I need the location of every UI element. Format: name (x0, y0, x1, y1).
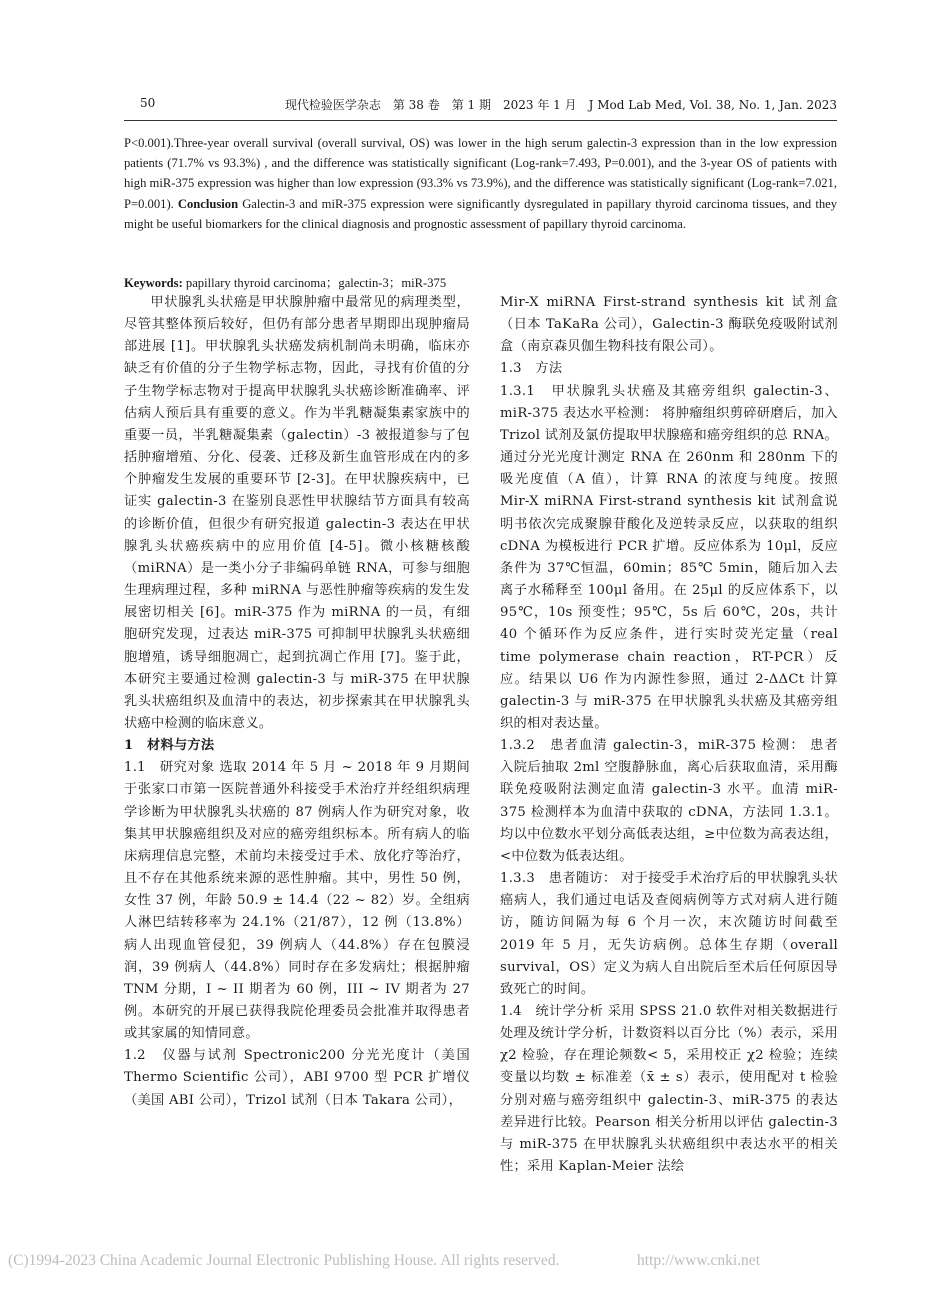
section-1-1 (124, 757, 470, 1045)
conclusion-label: Conclusion (177, 196, 239, 211)
english-abstract (124, 133, 837, 234)
journal-citation: 现代检验医学杂志 第 38 卷 第 1 期 2023 年 1 月 J Mod Lab Med, Vol. 38, No. 1, Jan. 2023 (284, 98, 837, 112)
introduction-paragraph: 甲状腺乳头状癌是甲状腺肿瘤中最常见的病理类型，尽管其整体预后较好，但仍有部分患者早期即出现肿瘤局部进展 [1]。甲状腺乳头状癌发病机制尚未明确，临床亦缺乏有价值的分子生物学标志物，因此，寻找有价值的分子生物学标志物对于提高甲状腺乳头状癌诊断准确率、评估病人预后具有重要的意义。作为半乳糖凝集素家族中的重要一员，半乳糖凝集素（galectin）-3 被报道参与了包括肿瘤增殖、分化、侵袭、迁移及新生血管形成在内的多个肿瘤发生发展的重要环节 [2-3]。在甲状腺疾病中，已证实 galectin-3 在鉴别良恶性甲状腺结节方面具有较高的诊断价值，但很少有研究报道 galectin-3 表达在甲状腺乳头状癌疾病中的应用价值 [4-5]。微小核糖核酸（miRNA）是一类小分子非编码单链 RNA，可参与细胞生理病理过程，多种 miRNA 与恶性肿瘤等疾病的发生发展密切相关 [6]。miR-375 作为 miRNA 的一员，有细胞研究发现，过表达 miR-375 可抑制甲状腺乳头状癌细胞增殖，诱导细胞凋亡，起到抗凋亡作用 [7]。鉴于此，本研究主要通过检测 galectin-3 与 miR-375 在甲状腺乳头状癌组织及血清中的表达，初步探索其在甲状腺乳头状癌中检测的临床意义。 (124, 295, 470, 731)
abstract-conclusion: Galectin-3 and miR-375 expression were significantly dysregulated in papillary thyroid carcinoma tissues, and they might be useful biomarkers for the clinical diagnosis and prognostic assessment of papillary thyroid carcinoma. (124, 196, 837, 231)
section-1-4 (500, 1001, 838, 1178)
abstract-results: P<0.001).Three-year overall survival (overall survival, OS) was lower in the high serum galectin-3 expression than in the low expression patients (71.7% vs 93.3%) , and the difference was statistically significant (Log-rank=7.493, P=0.001), and the 3-year OS of patients with high miR-375 expression was higher than low expression (93.3% vs 73.9%), and the difference was statistically significant (Log-rank=7.021, P=0.001). (124, 136, 837, 211)
copyright-text: (C)1994-2023 China Academic Journal Electronic Publishing House. All rights reserved. (8, 1252, 560, 1269)
section-1-4-text: 采用 SPSS 21.0 软件对相关数据进行处理及统计学分析，计数资料以百分比（%）表示，采用 χ2 检验，存在理论频数< 5，采用校正 χ2 检验；连续变量以均数 ± 标准差（x̄ ± s）表示，使用配对 t 检验分别对癌与癌旁组织中 galectin-3、miR-375 的表达差异进行比较。Pearson 相关分析用以评估 galectin-3 与 miR-375 在甲状腺乳头状癌组织中表达水平的相关性；采用 Kaplan-Meier 法绘 (500, 1004, 838, 1175)
section-1-3-1-heading: 1.3.1 甲状腺乳头状癌及其癌旁组织 galectin-3、miR-375 表达水平检测： (500, 383, 838, 421)
left-column (124, 292, 470, 1112)
section-1-3-1-text: 将肿瘤组织剪碎研磨后，加入 Trizol 试剂及氯仿提取甲状腺癌和癌旁组织的总 RNA。通过分光光度计测定 RNA 在 260nm 和 280nm 下的吸光度值（A 值），计算 RNA 的浓度与纯度。按照 Mir-X miRNA First-strand synthesis kit 试剂盒说明书依次完成聚腺苷酸化及逆转录反应，以获取的组织 cDNA 为模板进行 PCR 扩增。反应体系为 10μl，反应条件为 37℃恒温，60min；85℃ 5min，随后加入去离子水稀释至 100μl 备用。在 25μl 的反应体系下，以 95℃，10s 预变性；95℃，5s 后 60℃，20s，共计 40 个循环作为反应条件，进行实时荧光定量（real time polymerase chain reaction，RT-PCR）反应。结果以 U6 作为内源性参照，通过 2-ΔΔCt 计算 galectin-3 与 miR-375 在甲状腺乳头状癌及其癌旁组织的相对表达量。 (500, 405, 838, 731)
section-1-3-1 (500, 381, 838, 736)
section-1-heading: 1 材料与方法 (124, 738, 215, 754)
section-1-3-3-heading: 1.3.3 患者随访： (500, 871, 617, 887)
running-header (124, 96, 837, 121)
section-1-2-heading: 1.2 仪器与试剂 (124, 1048, 238, 1064)
section-1-2 (124, 1045, 470, 1111)
section-1-3-2 (500, 735, 838, 868)
section-1-3-heading: 1.3 方法 (500, 361, 563, 377)
keywords-label: Keywords: (124, 276, 183, 290)
keywords-list: papillary thyroid carcinoma；galectin-3；miR-375 (185, 276, 447, 290)
right-column (500, 292, 838, 1178)
keywords (124, 274, 837, 292)
section-1-3-3 (500, 868, 838, 1001)
page-number: 50 (140, 96, 156, 110)
section-1-3-2-heading: 1.3.2 患者血清 galectin-3，miR-375 检测： (500, 738, 805, 754)
section-1-3-2-text: 患者入院后抽取 2ml 空腹静脉血，离心后获取血清，采用酶联免疫吸附法测定血清 galectin-3 水平。血清 miR-375 检测样本为血清中获取的 cDNA，方法同 1.3.1。均以中位数水平划分高低表达组，≥中位数为高表达组，<中位数为低表达组。 (500, 738, 838, 864)
section-1-1-text: 选取 2014 年 5 月 ~ 2018 年 9 月期间于张家口市第一医院普通外科接受手术治疗并经组织病理学诊断为甲状腺乳头状癌的 87 例病人作为研究对象，收集其甲状腺癌组织及对应的癌旁组织标本。所有病人的临床病理信息完整，术前均未接受过手术、放化疗等治疗，且不存在其他系统来源的恶性肿瘤。其中，男性 50 例，女性 37 例，年龄 50.9 ± 14.4（22 ~ 82）岁。全组病人淋巴结转移率为 24.1%（21/87），12 例（13.8%）病人出现血管侵犯，39 例病人（44.8%）存在包膜浸润，39 例病人（44.8%）同时存在多发病灶；根据肿瘤 TNM 分期，I ~ II 期者为 60 例，III ~ IV 期者为 27 例。本研究的开展已获得我院伦理委员会批准并取得患者或其家属的知情同意。 (124, 760, 471, 1042)
cnki-link[interactable]: http://www.cnki.net (637, 1252, 760, 1269)
section-1-3-3-text: 对于接受手术治疗后的甲状腺乳头状癌病人，我们通过电话及查阅病例等方式对病人进行随访，随访间隔为每 6 个月一次，末次随访时间截至 2019 年 5 月，无失访病例。总体生存期（overall survival，OS）定义为病人自出院后至术后任何原因导致死亡的时间。 (500, 871, 838, 997)
section-1-2-text: Spectronic200 分光光度计（美国 Thermo Scientific 公司），ABI 9700 型 PCR 扩增仪（美国 ABI 公司），Trizol 试剂（日本 Takara 公司）， (124, 1048, 470, 1108)
abstract-text (124, 133, 837, 234)
section-1-2-continued: Mir-X miRNA First-strand synthesis kit 试剂盒（日本 TaKaRa 公司），Galectin-3 酶联免疫吸附试剂盒（南京森贝伽生物科技有限公司）。 (500, 295, 838, 355)
section-1-4-heading: 1.4 统计学分析 (500, 1004, 604, 1019)
section-1-1-heading: 1.1 研究对象 (124, 760, 215, 776)
